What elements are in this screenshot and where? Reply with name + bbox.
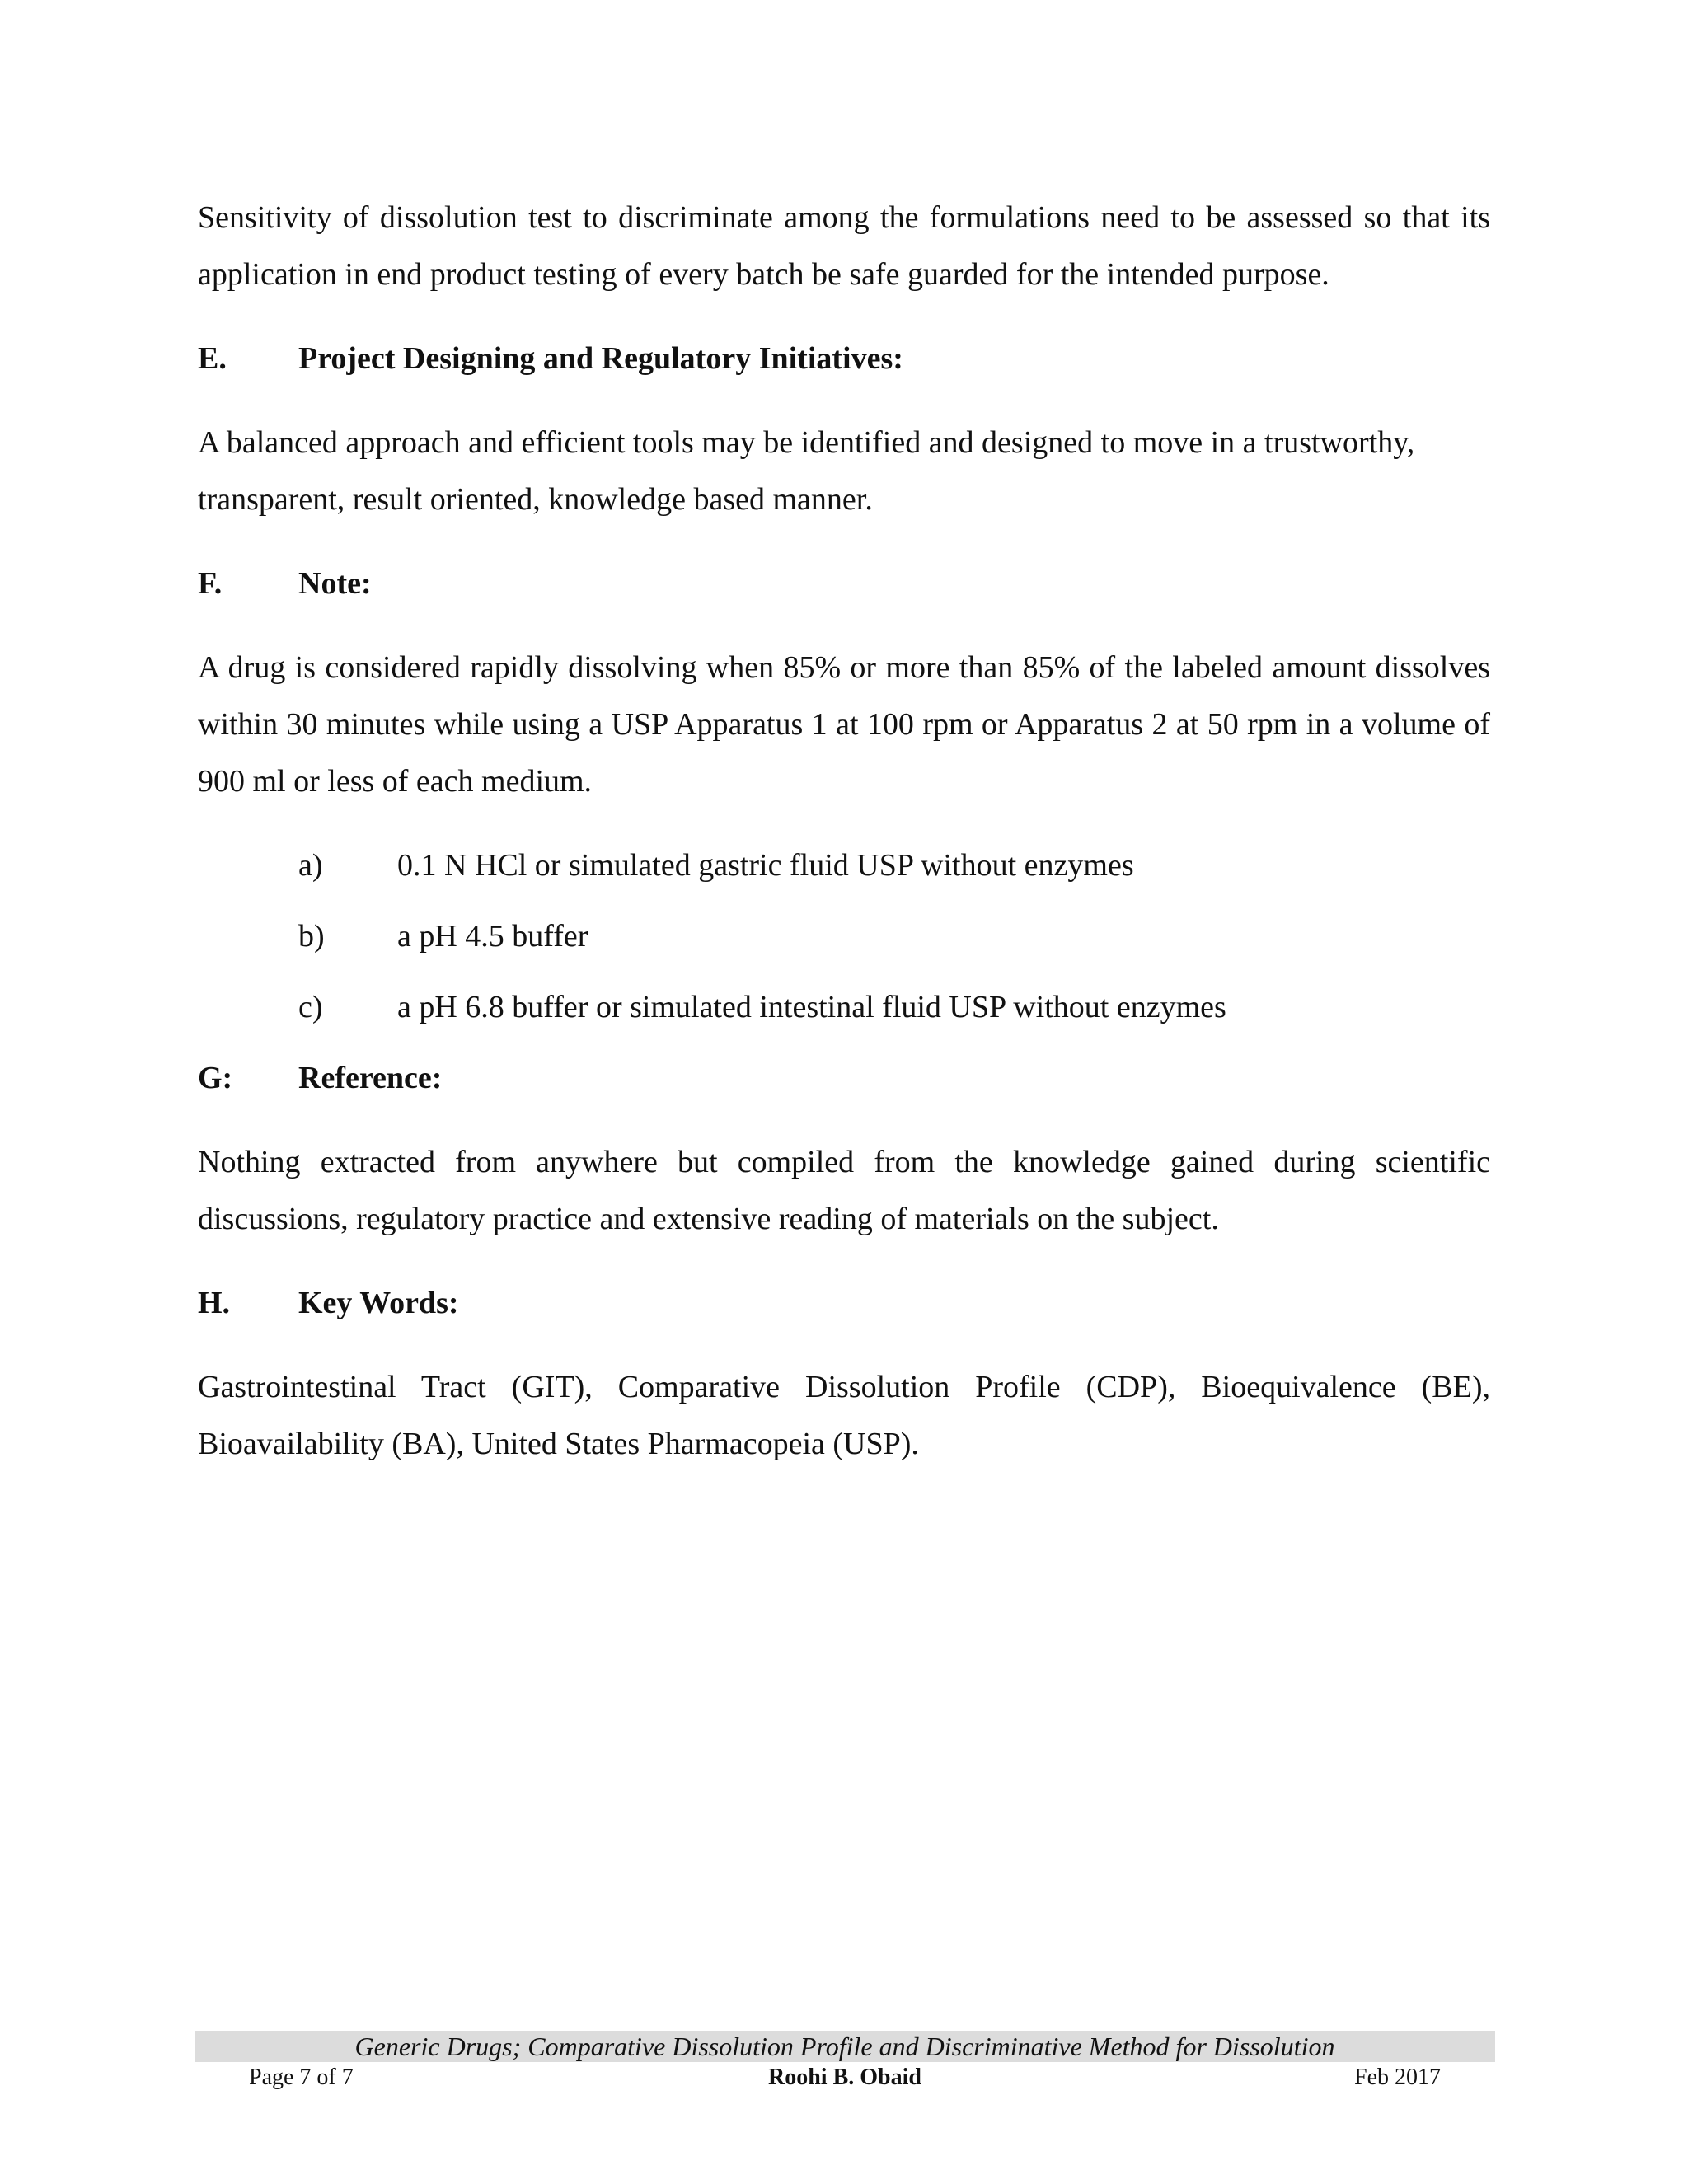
section-title: Note: bbox=[298, 566, 372, 601]
section-g-paragraph: Nothing extracted from anywhere but compiled from the knowledge gained during scientific discussions, regulatory practice and extensive reading of materials on the subject. bbox=[198, 1145, 1490, 1236]
section-e-heading bbox=[198, 330, 1490, 387]
section-letter: H. bbox=[198, 1286, 231, 1320]
footer-title-band: Generic Drugs; Comparative Dissolution Profile and Discriminative Method for Dissolution bbox=[195, 2031, 1495, 2062]
list-marker: b) bbox=[298, 919, 325, 954]
page-body bbox=[198, 190, 1490, 1500]
footer-author: Roohi B. Obaid bbox=[768, 2064, 921, 2090]
section-letter: E. bbox=[198, 341, 227, 376]
section-h-paragraph: Gastrointestinal Tract (GIT), Comparative Dissolution Profile (CDP), Bioequivalence (BE), Bioavailability (BA), United States Pharmacopeia (USP). bbox=[198, 1370, 1490, 1461]
footer-date: Feb 2017 bbox=[1354, 2064, 1441, 2090]
list-marker: c) bbox=[298, 990, 323, 1024]
section-letter: F. bbox=[198, 566, 223, 601]
section-e-paragraph: A balanced approach and efficient tools may be identified and designed to move in a trustworthy, transparent, result oriented, knowledge based manner. bbox=[198, 425, 1415, 517]
intro-paragraph: Sensitivity of dissolution test to discriminate among the formulations need to be assessed so that its application in end product testing of every batch be safe guarded for the intended purpose. bbox=[198, 200, 1490, 292]
section-g-heading bbox=[198, 1050, 1490, 1107]
media-list bbox=[198, 837, 1490, 1036]
section-title: Reference: bbox=[298, 1061, 443, 1095]
list-item-text: a pH 4.5 buffer bbox=[397, 919, 588, 954]
list-item bbox=[298, 979, 1490, 1036]
list-item-text: 0.1 N HCl or simulated gastric fluid USP without enzymes bbox=[397, 848, 1134, 883]
section-title: Key Words: bbox=[298, 1286, 459, 1320]
footer-row bbox=[195, 2064, 1495, 2092]
section-f-heading bbox=[198, 555, 1490, 612]
section-f-paragraph: A drug is considered rapidly dissolving when 85% or more than 85% of the labeled amount dissolves within 30 minutes while using a USP Apparatus 1 at 100 rpm or Apparatus 2 at 50 rpm in a volume of 900 ml or less of each medium. bbox=[198, 650, 1490, 799]
list-item-text: a pH 6.8 buffer or simulated intestinal fluid USP without enzymes bbox=[397, 990, 1226, 1024]
list-marker: a) bbox=[298, 848, 323, 883]
section-title: Project Designing and Regulatory Initiatives: bbox=[298, 341, 903, 376]
footer-page-number: Page 7 of 7 bbox=[249, 2064, 354, 2090]
list-item bbox=[298, 908, 1490, 965]
section-h-heading bbox=[198, 1275, 1490, 1332]
section-letter: G: bbox=[198, 1061, 233, 1095]
list-item bbox=[298, 837, 1490, 894]
